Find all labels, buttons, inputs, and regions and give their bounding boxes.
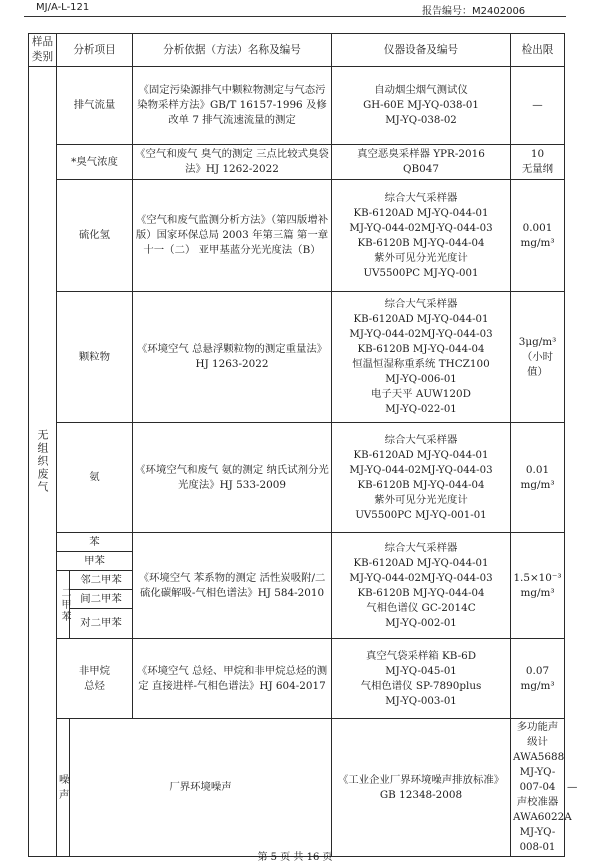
equipment-line: QB047 — [403, 163, 439, 175]
table-header-row — [29, 34, 565, 67]
limit-flow: — — [511, 67, 565, 145]
equipment-line: MJ-YQ-002-01 — [385, 617, 457, 629]
analysis-methods-table — [28, 33, 578, 857]
item-flow: 排气流量 — [57, 67, 133, 145]
header-method: 分析依据（方法）名称及编号 — [133, 34, 332, 67]
table-row — [29, 639, 565, 719]
table-row — [29, 533, 565, 552]
equipment-nh3 — [332, 423, 511, 533]
limit-unit: mg/m³ — [520, 236, 555, 249]
equipment-line: KB-6120AD MJ-YQ-044-01 — [353, 557, 489, 569]
item-h2s: 硫化氢 — [57, 180, 133, 292]
report-number: 报告编号：M2402006 — [422, 6, 526, 17]
limit-h2s — [511, 180, 565, 292]
category-exhaust-cell — [29, 67, 57, 857]
equipment-nmhc — [332, 639, 511, 719]
equipment-h2s — [332, 180, 511, 292]
category-noise: 噪声 — [57, 719, 70, 857]
equipment-line: MJ-YQ-006-01 — [385, 374, 457, 385]
method-nh3: 《环境空气和废气 氨的测定 纳氏试剂分光光度法》HJ 533-2009 — [133, 423, 332, 533]
equipment-line: GH-60E MJ-YQ-038-01 — [363, 100, 479, 111]
header-equipment: 仪器设备及编号 — [332, 34, 511, 67]
equipment-noise — [511, 719, 572, 857]
item-nmhc-line: 总烃 — [84, 679, 105, 692]
limit-value: 1.5×10⁻³ — [513, 571, 562, 584]
equipment-line: MJ-YQ-038-02 — [385, 115, 457, 126]
limit-unit: mg/m³ — [520, 586, 555, 599]
equipment-line: MJ-YQ-007-04 — [519, 767, 556, 793]
item-m-xylene: 间二甲苯 — [70, 590, 133, 609]
equipment-line: 气相色谱仪 GC-2014C — [366, 601, 476, 614]
item-toluene: 甲苯 — [57, 552, 133, 571]
equipment-line: MJ-YQ-045-01 — [385, 665, 457, 677]
limit-value: 0.001 — [522, 221, 553, 234]
equipment-line: MJ-YQ-044-02MJ-YQ-044-03 — [349, 572, 493, 584]
limit-unit: mg/m³ — [520, 679, 555, 692]
table-row — [29, 180, 565, 292]
table-row — [29, 67, 565, 145]
item-p-xylene: 对二甲苯 — [70, 609, 133, 639]
equipment-line: 综合大气采样器 — [384, 298, 458, 310]
method-nmhc: 《环境空气 总烃、甲烷和非甲烷总烃的测定 直接进样-气相色谱法》HJ 604-2017 — [133, 639, 332, 719]
equipment-line: 紫外可见分光光度计 — [374, 251, 468, 264]
equipment-line: MJ-YQ-044-02MJ-YQ-044-03 — [349, 464, 493, 476]
item-odor: *臭气浓度 — [57, 145, 133, 180]
equipment-line: 紫外可见分光光度计 — [374, 493, 468, 506]
equipment-line: KB-6120B MJ-YQ-044-04 — [357, 344, 485, 355]
page-number: 第 5 页 共 16 页 — [257, 852, 333, 863]
category-exhaust: 无组织废气 — [36, 429, 49, 494]
method-tsp: 《环境空气 总悬浮颗粒物的测定重量法》HJ 1263-2022 — [133, 292, 332, 423]
table-row — [29, 292, 565, 423]
equipment-line: KB-6120B MJ-YQ-044-04 — [357, 479, 485, 491]
header-category: 样品类别 — [29, 34, 57, 67]
equipment-line: 电子天平 AUW120D — [371, 388, 471, 400]
equipment-line: 综合大气采样器 — [384, 433, 458, 446]
equipment-line: KB-6120B MJ-YQ-044-04 — [357, 237, 485, 249]
equipment-tsp — [332, 292, 511, 423]
equipment-odor — [332, 145, 511, 180]
item-nh3: 氨 — [57, 423, 133, 533]
equipment-line: MJ-YQ-003-01 — [385, 695, 457, 707]
equipment-benzene — [332, 533, 511, 639]
limit-benzene — [511, 533, 565, 639]
item-xylene-group-cell — [57, 571, 70, 639]
equipment-line: 真空气袋采样箱 KB-6D — [365, 649, 477, 662]
equipment-line: UV5500PC MJ-YQ-001 — [363, 267, 479, 279]
limit-note: 值） — [527, 365, 548, 378]
method-flow: 《固定污染源排气中颗粒物测定与气态污染物采样方法》GB/T 16157-1996 及修改单 7 排气流速流量的测定 — [133, 67, 332, 145]
limit-value: 0.01 — [525, 463, 550, 476]
equipment-line: MJ-YQ-022-01 — [385, 404, 457, 415]
method-noise: 《工业企业厂界环境噪声排放标准》GB 12348-2008 — [332, 719, 511, 857]
equipment-line: MJ-YQ-008-01 — [519, 827, 556, 853]
document-code: MJ/A-L-121 — [36, 2, 90, 13]
equipment-line: KB-6120AD MJ-YQ-044-01 — [353, 314, 489, 325]
item-tsp: 颗粒物 — [57, 292, 133, 423]
limit-nh3 — [511, 423, 565, 533]
table-row — [29, 145, 565, 180]
limit-value: 3μg/m³ — [518, 335, 557, 348]
method-h2s: 《空气和废气监测分析方法》（第四版增补版）国家环保总局 2003 年第三篇 第一章十一（二） 亚甲基蓝分光光度法（B） — [133, 180, 332, 292]
method-benzene: 《环境空气 苯系物的测定 活性炭吸附/二硫化碳解吸-气相色谱法》HJ 584-2010 — [133, 533, 332, 639]
equipment-line: 自动烟尘烟气测试仪 — [374, 84, 468, 96]
equipment-line: MJ-YQ-044-02MJ-YQ-044-03 — [349, 222, 493, 234]
equipment-line: KB-6120AD MJ-YQ-044-01 — [353, 207, 489, 219]
item-o-xylene: 邻二甲苯 — [70, 571, 133, 590]
equipment-line: KB-6120B MJ-YQ-044-04 — [357, 587, 485, 599]
item-benzene: 苯 — [57, 533, 133, 552]
equipment-line: 真空恶臭采样器 YPR-2016 — [357, 148, 485, 160]
item-nmhc-line: 非甲烷 — [78, 664, 111, 677]
limit-odor — [511, 145, 565, 180]
table-row — [29, 423, 565, 533]
limit-tsp — [511, 292, 565, 423]
table-row: 噪声 厂界环境噪声 《工业企业厂界环境噪声排放标准》GB 12348-2008 多功能声级计 AWA5688 MJ-YQ-007-04 声校准器 AWA6022A MJ-YQ-008-01 — — [29, 719, 565, 857]
item-noise: 厂界环境噪声 — [70, 719, 332, 857]
header-limit: 检出限 — [511, 34, 565, 67]
limit-unit: mg/m³ — [520, 478, 555, 491]
item-nmhc — [57, 639, 133, 719]
equipment-line: KB-6120AD MJ-YQ-044-01 — [353, 449, 489, 461]
equipment-line: 气相色谱仪 SP-7890plus — [360, 679, 482, 692]
limit-unit: 无量纲 — [521, 163, 554, 175]
equipment-line: 综合大气采样器 — [384, 541, 458, 554]
equipment-line: 恒温恒湿称重系统 THCZ100 — [352, 358, 490, 370]
equipment-line: MJ-YQ-044-02MJ-YQ-044-03 — [349, 329, 493, 340]
equipment-flow — [332, 67, 511, 145]
equipment-line: 综合大气采样器 — [384, 191, 458, 204]
header-divider — [24, 16, 566, 17]
item-xylene-group: 二甲苯 — [59, 586, 70, 623]
header-item: 分析项目 — [57, 34, 133, 67]
limit-nmhc — [511, 639, 565, 719]
equipment-line: UV5500PC MJ-YQ-001-01 — [355, 509, 487, 521]
equipment-line: 声校准器 AWA6022A — [513, 796, 572, 823]
limit-note: （小时 — [521, 350, 554, 363]
limit-value: 10 — [530, 148, 545, 160]
limit-value: 0.07 — [525, 664, 550, 677]
method-odor: 《空气和废气 臭气的测定 三点比较式臭袋法》HJ 1262-2022 — [133, 145, 332, 180]
equipment-line: 多功能声级计 AWA5688 — [513, 721, 565, 763]
